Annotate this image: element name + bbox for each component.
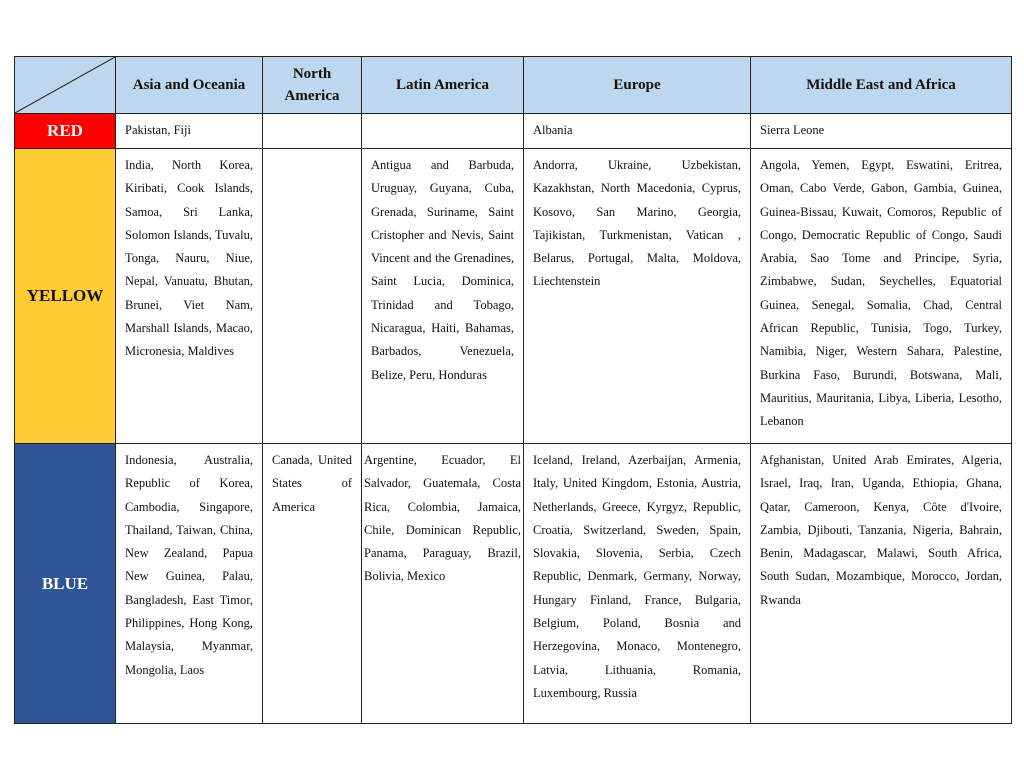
- cell-yellow-europe: Andorra, Ukraine, Uzbekistan, Kazakhstan, North Macedonia, Cyprus, Kosovo, San Marino, Georgia, Tajikistan, Turkmenistan, Vatican , Belarus, Portugal, Malta, Moldova, Liechtenstein: [524, 149, 751, 444]
- level-label-blue: BLUE: [15, 444, 116, 724]
- cell-yellow-asia: India, North Korea, Kiribati, Cook Islands, Samoa, Sri Lanka, Solomon Islands, Tuvalu, Tonga, Nauru, Niue, Nepal, Vanuatu, Bhutan, Brunei, Viet Nam, Marshall Islands, Macao, Micronesia, Maldives: [116, 149, 263, 444]
- cell-red-mideast-africa: Sierra Leone: [751, 114, 1012, 149]
- cell-red-north-america: [263, 114, 362, 149]
- cell-yellow-latin-america: Antigua and Barbuda, Uruguay, Guyana, Cuba, Grenada, Suriname, Saint Cristopher and Nevis, Saint Vincent and the Grenadines, Saint Lucia, Dominica, Trinidad and Tobago, Nicaragua, Haiti, Bahamas, Barbados, Venezuela, Belize, Peru, Honduras: [362, 149, 524, 444]
- row-red: [15, 114, 1012, 149]
- diagonal-divider: [15, 57, 115, 113]
- row-yellow: [15, 149, 1012, 444]
- cell-blue-north-america: Canada, United States of America: [263, 444, 362, 724]
- row-blue: [15, 444, 1012, 724]
- level-label-red: RED: [15, 114, 116, 149]
- header-mideast-africa: Middle East and Africa: [751, 57, 1012, 114]
- corner-cell: [15, 57, 116, 114]
- cell-blue-latin-america: Argentine, Ecuador, El Salvador, Guatemala, Costa Rica, Colombia, Jamaica, Chile, Dominican Republic, Panama, Paraguay, Brazil, Bolivia, Mexico: [362, 444, 524, 724]
- cell-red-europe: Albania: [524, 114, 751, 149]
- header-north-america: North America: [263, 57, 362, 114]
- header-row: [15, 57, 1012, 114]
- cell-yellow-north-america: [263, 149, 362, 444]
- header-latin-america: Latin America: [362, 57, 524, 114]
- cell-red-latin-america: [362, 114, 524, 149]
- cell-blue-europe: Iceland, Ireland, Azerbaijan, Armenia, Italy, United Kingdom, Estonia, Austria, Netherlands, Greece, Kyrgyz, Republic, Croatia, Switzerland, Sweden, Spain, Slovakia, Slovenia, Serbia, Czech Republic, Denmark, Germany, Norway, Hungary Finland, France, Bulgaria, Belgium, Poland, Bosnia and Herzegovina, Monaco, Montenegro, Latvia, Lithuania, Romania, Luxembourg, Russia: [524, 444, 751, 724]
- cell-blue-asia: Indonesia, Australia, Republic of Korea, Cambodia, Singapore, Thailand, Taiwan, China, New Zealand, Papua New Guinea, Palau, Bangladesh, East Timor, Philippines, Hong Kong, Malaysia, Myanmar, Mongolia, Laos: [116, 444, 263, 724]
- cell-red-asia: Pakistan, Fiji: [116, 114, 263, 149]
- risk-level-table: [14, 56, 1012, 724]
- cell-blue-mideast-africa: Afghanistan, United Arab Emirates, Algeria, Israel, Iraq, Iran, Uganda, Ethiopia, Ghana, Qatar, Cameroon, Kenya, Côte d'Ivoire, Zambia, Djibouti, Tanzania, Nigeria, Bahrain, Benin, Madagascar, Malawi, South Africa, South Sudan, Mozambique, Morocco, Jordan, Rwanda: [751, 444, 1012, 724]
- header-asia: Asia and Oceania: [116, 57, 263, 114]
- cell-yellow-mideast-africa: Angola, Yemen, Egypt, Eswatini, Eritrea, Oman, Cabo Verde, Gabon, Gambia, Guinea, Guinea-Bissau, Kuwait, Comoros, Republic of Congo, Democratic Republic of Congo, Saudi Arabia, Sao Tome and Principe, Syria, Zimbabwe, Sudan, Seychelles, Equatorial Guinea, Senegal, Somalia, Chad, Central African Republic, Tunisia, Togo, Turkey, Namibia, Niger, Western Sahara, Palestine, Burkina Faso, Burundi, Botswana, Mali, Mauritius, Mauritania, Libya, Liberia, Lesotho, Lebanon: [751, 149, 1012, 444]
- header-europe: Europe: [524, 57, 751, 114]
- level-label-yellow: YELLOW: [15, 149, 116, 444]
